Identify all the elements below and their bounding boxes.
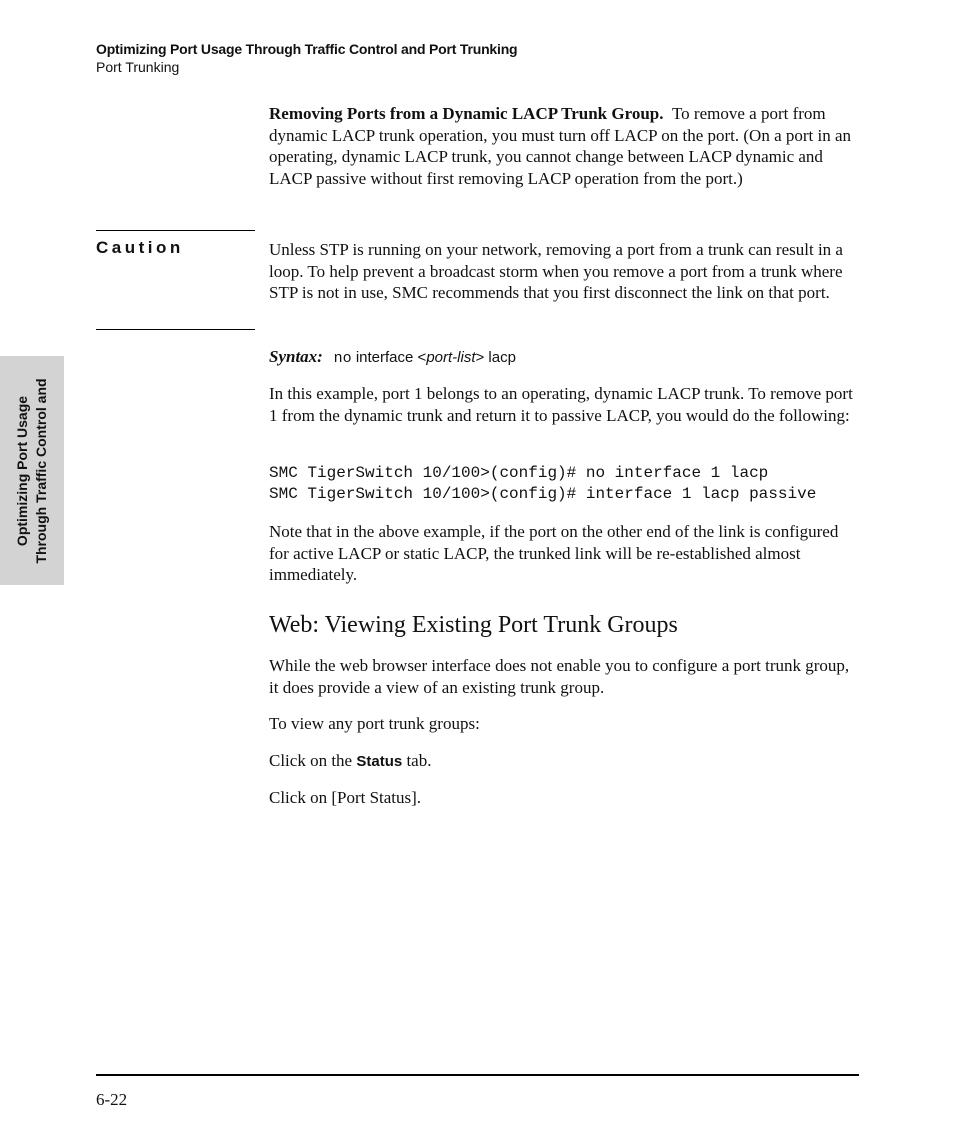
syntax-label: Syntax: [269, 347, 323, 366]
syntax-line [269, 346, 859, 370]
status-tab-label: Status [356, 753, 403, 770]
step-click-port-status: Click on [Port Status]. [269, 788, 422, 807]
removing-ports-heading: Removing Ports from a Dynamic LACP Trunk Group. [269, 104, 664, 123]
syntax-cmd-interface: interface < [351, 349, 427, 366]
caution-text: Unless STP is running on your network, removing a port from a trunk can result in a loop. To help prevent a broadcast storm when you remove a port from a trunk where STP is not in use, SMC recommends that you first disconnect the link on that port. [269, 240, 843, 302]
example-intro: In this example, port 1 belongs to an operating, dynamic LACP trunk. To remove port 1 from the dynamic trunk and return it to passive LACP, you would do the following: [269, 384, 853, 425]
syntax-cmd-no: no [333, 350, 352, 367]
removing-ports-paragraph [269, 103, 859, 189]
running-header [96, 40, 517, 76]
caution-top-rule [96, 230, 255, 231]
code-line: SMC TigerSwitch 10/100>(config)# no interface 1 lacp [269, 464, 769, 482]
caution-bottom-rule [96, 329, 255, 330]
step-click-status: Click on the Status tab. [269, 751, 432, 770]
caution-label: Caution [96, 238, 184, 257]
footer-rule [96, 1074, 859, 1076]
page-number: 6-22 [96, 1090, 128, 1109]
view-trunk-groups-text: To view any port trunk groups: [269, 714, 480, 733]
syntax-cmd-end: > lacp [475, 349, 516, 366]
code-block [269, 463, 859, 505]
code-line: SMC TigerSwitch 10/100>(config)# interface 1 lacp passive [269, 485, 817, 503]
web-intro-paragraph: While the web browser interface does not enable you to configure a port trunk group, it does provide a view of an existing trunk group. [269, 656, 850, 697]
chapter-side-tab [0, 356, 64, 585]
side-tab-label: Optimizing Port Usage Through Traffic Control and [14, 377, 49, 564]
syntax-param-port-list: port-list [426, 349, 476, 366]
chapter-title: Optimizing Port Usage Through Traffic Control and Port Trunking [96, 41, 518, 57]
section-title: Port Trunking [96, 59, 180, 75]
note-paragraph: Note that in the above example, if the port on the other end of the link is configured for active LACP or static LACP, the trunked link will be re-established almost immediately. [269, 522, 839, 584]
section-heading: Web: Viewing Existing Port Trunk Groups [269, 612, 678, 638]
removing-ports-text: To remove a port from dynamic LACP trunk operation, you must turn off LACP on the port. (On a port in an operating, dynamic LACP trunk, you cannot change between LACP dynamic and LACP passive without first removing LACP operation from the port.) [269, 104, 852, 188]
